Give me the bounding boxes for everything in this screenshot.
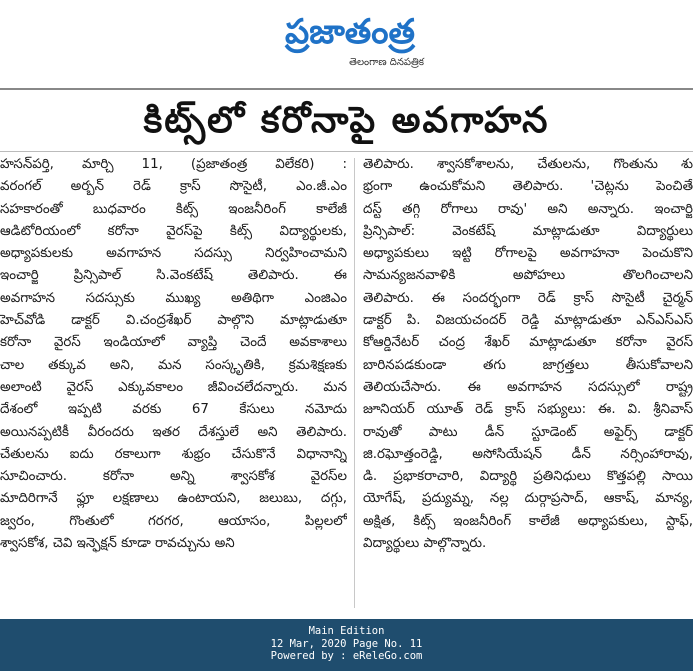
article-line: హసన్‌పర్తి, మార్చి 11, (ప్రజాతంత్ర విలేకరి) : [0,157,347,172]
article-line: తెలిపారు. ఈ సందర్భంగా రెడ్ క్రాస్ సొసైటీ చైర్మన్ [363,290,693,306]
article-line: యోగేష్, ప్రద్యుమ్న, నల్ల దుర్గాప్రసాద్, ఆకాష్, మాన్య, [363,491,693,507]
page-footer [0,619,693,671]
article-line: తెలిపారు. శ్వాసకోశాలను, చేతులను, గొంతును శు [363,157,693,172]
footer-date-page: 12 Mar, 2020 Page No. 11 [270,637,423,650]
article-line: ఇంచార్జి ప్రిన్సిపాల్ సి.వెంకటేష్ తెలిపారు. ఈ [0,268,347,284]
article-line: విద్యార్థులు పాల్గొన్నారు. [363,536,487,552]
article-line: అలాంటి వైరస్ ఎక్కువకాలం జీవించలేదన్నారు. మన [0,379,347,395]
article-line: బారినపడకుండా తగు జాగ్రత్తలు తీసుకోవాలని [363,357,693,373]
newspaper-logo [270,8,430,78]
logo-text: ప్రజాతంత్ర [285,12,415,52]
article-line: శ్వాసకోశ, చెవి ఇన్ఫెక్షన్ కూడా రావచ్చును అని [0,536,235,552]
article-line: రావుతో పాటు డీన్ స్టూడెంట్ అఫైర్స్ డాక్టర్ [363,424,693,440]
top-divider [0,88,693,90]
article-headline: కిట్స్‌లో కరోనాపై అవగాహన [143,100,550,141]
article-line: ఆడిటోరియంలో కరోనా వైరస్‌పై కిట్స్ విద్యార్థులకు, [0,223,347,239]
article-line: అక్షిత, కిట్స్ ఇంజనీరింగ్ కాలేజీ అధ్యాపకులు, స్టాఫ్, [363,513,693,529]
logo-tagline: తెలంగాణ దినపత్రిక [349,57,424,68]
article-line: డాక్టర్ పి. విజయచందర్ రెడ్డి మాట్లాడుతూ ఎన్ఎస్ఎస్ [363,313,693,329]
article-line: జ్వరం, గొంతులో గరగర, ఆయాసం, పిల్లలలో [0,513,347,529]
article-column-right [363,154,693,614]
article-line: దస్ట్ తగ్గి రోగాలు రావు' అని అన్నారు. ఇంచార్జి [363,201,693,217]
masthead [0,0,693,86]
article-line: అయినప్పటికీ వీరందరు ఇతర దేశస్తులే అని తెలిపారు. [0,424,347,440]
article-line: కరోనా వైరస్ ఇండియాలో వ్యాప్తి చెందే అవకాశాలు [0,335,347,351]
article-line: సామన్యజనవాళికి అపోహలు తొలగించాలని [363,268,693,284]
article-line: డి. ప్రభాకరాచారి, విద్యార్థి ప్రతినిధులు కొత్తపల్లి సాయి [363,469,693,485]
article-line: ప్రిన్సిపాల్: వెంకటేష్ మాట్లాడుతూ విద్యార్థులు [363,223,693,239]
article-line: అధ్యాపకులకు అవగాహన సదస్సు నిర్వహించామని [0,246,347,262]
article-line: అధ్యాపకులు ఇట్టి రోగాలపై అవగాహనా పెంచుకొని [363,246,693,262]
article-line: అవగాహన సదస్సుకు ముఖ్య అతిథిగా ఎంజిఎం [0,290,347,306]
article-line: దేశంలో ఇప్పటి వరకు 67 కేసులు నమోదు [0,402,347,418]
article-line: కోఆర్డినేటర్ చంద్ర శేఖర్ మాట్లాడుతూ కరోనా వైరస్ [363,335,693,351]
article-line: సూచించారు. కరోనా అన్ని శ్వాసకోశ వైరస్‌ల [0,469,347,485]
article-line: జి.రఘోత్తంరెడ్డి, అసోసియేషన్ డీన్ నర్సింహారావు, [363,446,693,462]
column-divider [354,158,355,608]
article-line: తెలియచేసారు. ఈ అవగాహన సదస్సులో రాష్ట్ర [363,379,693,395]
footer-powered-by: Powered by : eReleGo.com [270,650,423,662]
article-line: జూనియర్ యూత్ రెడ్ క్రాస్ సభ్యులు: ఈ. వి. శ్రీనివాస్ [363,402,693,418]
article-line: మాదిరిగానే ఫ్లూ లక్షణాలు ఉంటాయని, జలుబు, దగ్గు, [0,491,347,507]
article-line: భ్రంగా ఉంచుకోమని తెలిపారు. 'చెట్లను పెంచితే [363,179,693,195]
article-line: సహకారంతో బుధవారం కిట్స్ ఇంజనీరింగ్ కాలేజీ [0,201,347,217]
article-line: వరంగల్ అర్బన్ రెడ్ క్రాస్ సొసైటీ, ఎం.జీ.ఎం [0,179,347,195]
article-column-left [0,154,347,614]
footer-edition: Main Edition [308,625,385,637]
headline-divider [0,151,693,152]
article-line: చాల తక్కువ అని, మన సంస్కృతికి, క్రమశిక్షణకు [0,357,347,373]
article-line: హెచ్‌వోడి డాక్టర్ వి.చంద్రశేఖర్ పాల్గొని మాట్లాడుతూ [0,313,347,329]
article-line: చేతులను ఐదు రకాలుగా శుభ్రం చేసుకొనే విధానాన్ని [0,446,347,462]
